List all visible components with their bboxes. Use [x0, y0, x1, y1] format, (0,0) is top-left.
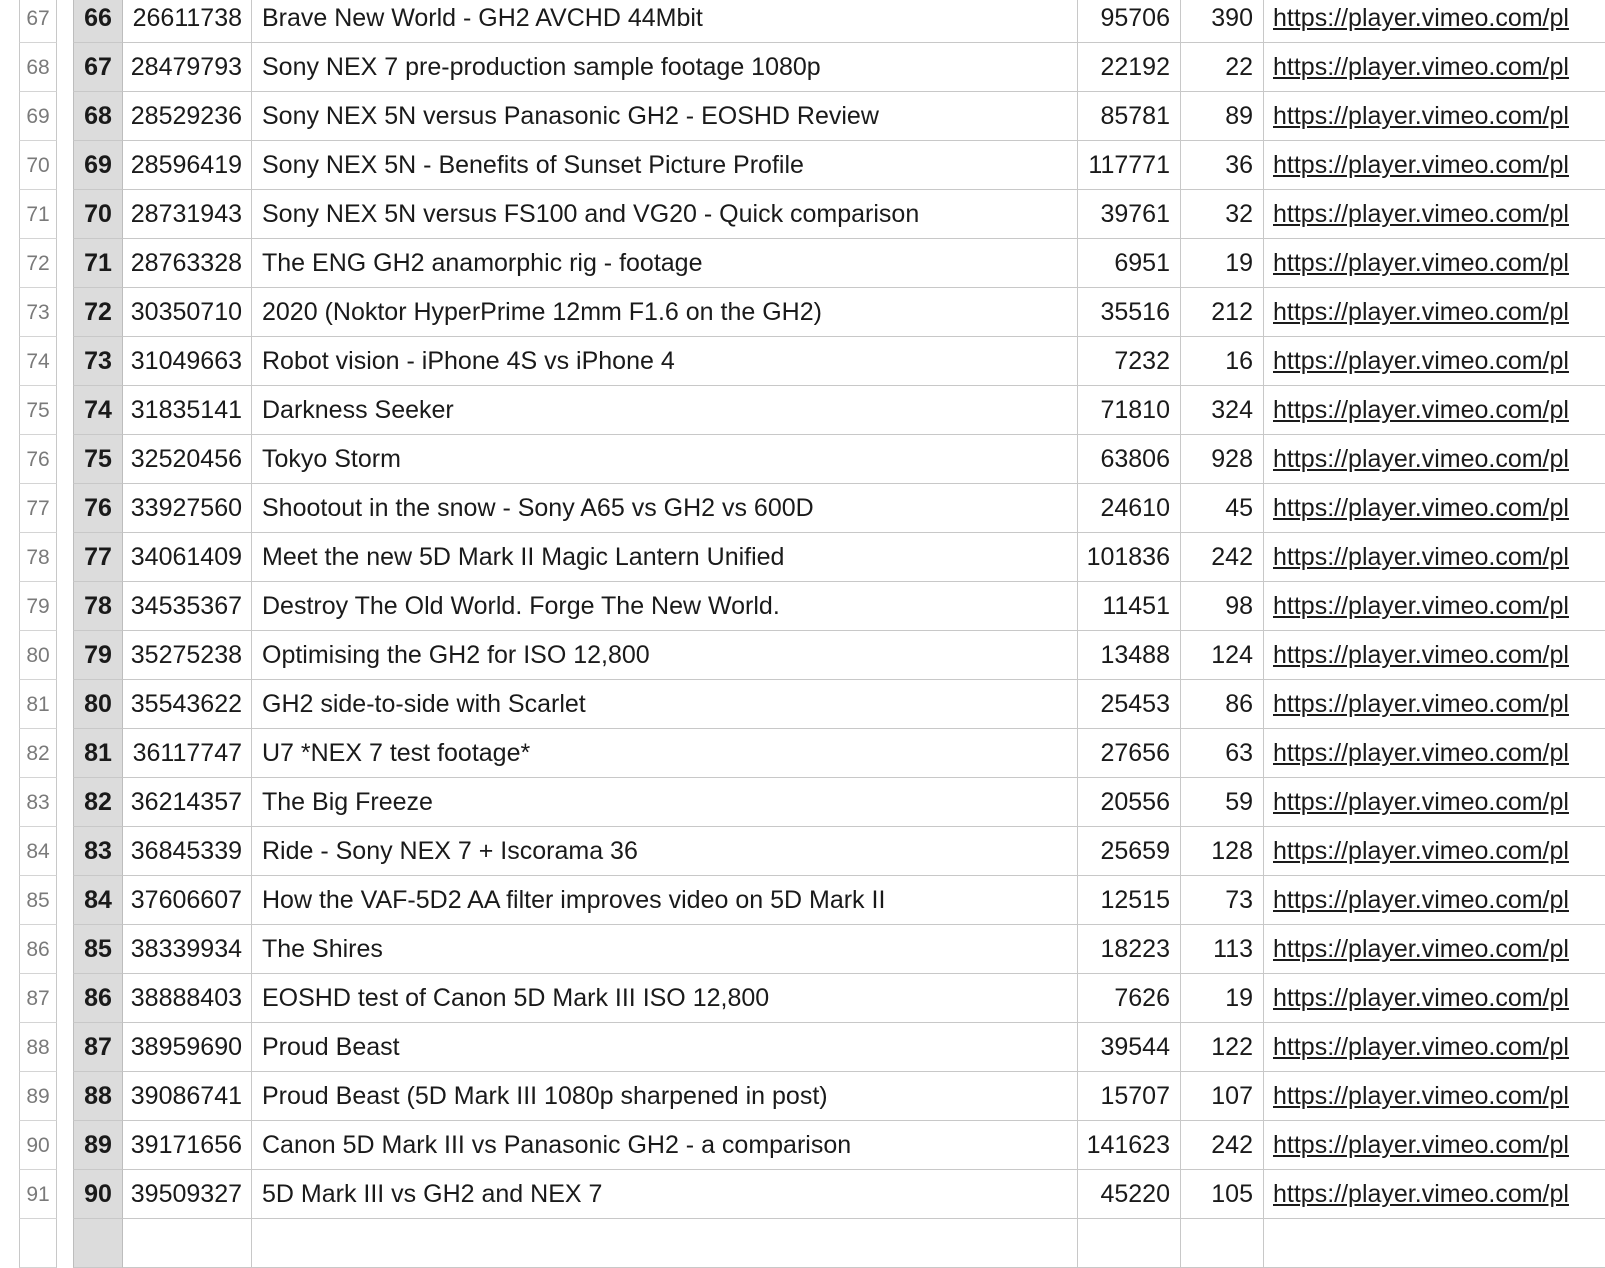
- title-cell[interactable]: Brave New World - GH2 AVCHD 44Mbit: [252, 0, 1078, 43]
- row-number-cell[interactable]: 72: [19, 239, 57, 288]
- url-link[interactable]: https://player.vimeo.com/pl: [1264, 239, 1605, 288]
- row-number-cell[interactable]: 69: [19, 92, 57, 141]
- table-row: [0, 680, 1605, 729]
- url-link[interactable]: https://player.vimeo.com/pl: [1264, 190, 1605, 239]
- likes-cell[interactable]: 113: [1181, 925, 1264, 974]
- index-cell[interactable]: 88: [73, 1072, 123, 1121]
- video-id-cell[interactable]: 28529236: [123, 92, 252, 141]
- url-link[interactable]: https://player.vimeo.com/pl: [1264, 435, 1605, 484]
- row-number-cell[interactable]: 86: [19, 925, 57, 974]
- url-link[interactable]: https://player.vimeo.com/pl: [1264, 778, 1605, 827]
- index-cell[interactable]: 84: [73, 876, 123, 925]
- likes-cell[interactable]: 122: [1181, 1023, 1264, 1072]
- plays-cell[interactable]: 6951: [1078, 239, 1181, 288]
- url-link[interactable]: https://player.vimeo.com/pl: [1264, 386, 1605, 435]
- plays-cell[interactable]: 63806: [1078, 435, 1181, 484]
- plays-cell[interactable]: 39544: [1078, 1023, 1181, 1072]
- title-cell[interactable]: Proud Beast: [252, 1023, 1078, 1072]
- url-link[interactable]: https://player.vimeo.com/pl: [1264, 925, 1605, 974]
- title-cell[interactable]: Sony NEX 5N versus FS100 and VG20 - Quick comparison: [252, 190, 1078, 239]
- table-row: [0, 925, 1605, 974]
- row-number-cell[interactable]: 90: [19, 1121, 57, 1170]
- url-link[interactable]: https://player.vimeo.com/pl: [1264, 43, 1605, 92]
- likes-cell[interactable]: 73: [1181, 876, 1264, 925]
- video-id-cell[interactable]: 31049663: [123, 337, 252, 386]
- title-cell[interactable]: GH2 side-to-side with Scarlet: [252, 680, 1078, 729]
- plays-cell[interactable]: 22192: [1078, 43, 1181, 92]
- plays-cell[interactable]: 95706: [1078, 0, 1181, 43]
- url-link[interactable]: https://player.vimeo.com/pl: [1264, 533, 1605, 582]
- index-cell[interactable]: 82: [73, 778, 123, 827]
- url-link[interactable]: https://player.vimeo.com/pl: [1264, 974, 1605, 1023]
- title-cell[interactable]: Optimising the GH2 for ISO 12,800: [252, 631, 1078, 680]
- likes-cell[interactable]: 107: [1181, 1072, 1264, 1121]
- likes-cell[interactable]: 124: [1181, 631, 1264, 680]
- url-link[interactable]: https://player.vimeo.com/pl: [1264, 92, 1605, 141]
- table-row: [0, 876, 1605, 925]
- row-number-cell[interactable]: 73: [19, 288, 57, 337]
- row-number-cell[interactable]: 71: [19, 190, 57, 239]
- plays-cell[interactable]: 7232: [1078, 337, 1181, 386]
- table-row: [0, 92, 1605, 141]
- plays-cell[interactable]: 15707: [1078, 1072, 1181, 1121]
- likes-cell[interactable]: 212: [1181, 288, 1264, 337]
- row-number-cell[interactable]: 88: [19, 1023, 57, 1072]
- row-number-cell[interactable]: [19, 1219, 57, 1268]
- table-row: [0, 190, 1605, 239]
- title-cell[interactable]: 2020 (Noktor HyperPrime 12mm F1.6 on the GH2): [252, 288, 1078, 337]
- video-id-cell[interactable]: 26611738: [123, 0, 252, 43]
- video-id-cell[interactable]: 36845339: [123, 827, 252, 876]
- table-row: [0, 484, 1605, 533]
- row-number-cell[interactable]: 67: [19, 0, 57, 43]
- video-id-cell[interactable]: 39171656: [123, 1121, 252, 1170]
- table-row: [0, 974, 1605, 1023]
- row-number-cell[interactable]: 80: [19, 631, 57, 680]
- likes-cell[interactable]: [1181, 1219, 1264, 1268]
- url-link[interactable]: https://player.vimeo.com/pl: [1264, 827, 1605, 876]
- index-cell[interactable]: 75: [73, 435, 123, 484]
- video-id-cell[interactable]: 38888403: [123, 974, 252, 1023]
- table-row: [0, 141, 1605, 190]
- video-id-cell[interactable]: 34061409: [123, 533, 252, 582]
- likes-cell[interactable]: 98: [1181, 582, 1264, 631]
- video-id-cell[interactable]: 33927560: [123, 484, 252, 533]
- likes-cell[interactable]: 928: [1181, 435, 1264, 484]
- index-cell[interactable]: 76: [73, 484, 123, 533]
- row-number-cell[interactable]: 77: [19, 484, 57, 533]
- url-link[interactable]: https://player.vimeo.com/pl: [1264, 582, 1605, 631]
- row-number-cell[interactable]: 70: [19, 141, 57, 190]
- likes-cell[interactable]: 105: [1181, 1170, 1264, 1219]
- url-link[interactable]: https://player.vimeo.com/pl: [1264, 484, 1605, 533]
- title-cell[interactable]: Proud Beast (5D Mark III 1080p sharpened in post): [252, 1072, 1078, 1121]
- video-id-cell[interactable]: 36214357: [123, 778, 252, 827]
- table-row: [0, 729, 1605, 778]
- table-row: [0, 435, 1605, 484]
- likes-cell[interactable]: 32: [1181, 190, 1264, 239]
- title-cell[interactable]: Destroy The Old World. Forge The New World.: [252, 582, 1078, 631]
- table-row: [0, 43, 1605, 92]
- table-row: [0, 582, 1605, 631]
- url-link[interactable]: [1264, 1219, 1605, 1268]
- likes-cell[interactable]: 22: [1181, 43, 1264, 92]
- table-row: [0, 337, 1605, 386]
- title-cell[interactable]: Sony NEX 7 pre-production sample footage 1080p: [252, 43, 1078, 92]
- table-row: [0, 0, 1605, 43]
- video-id-cell[interactable]: 35543622: [123, 680, 252, 729]
- index-cell[interactable]: 89: [73, 1121, 123, 1170]
- plays-cell[interactable]: 141623: [1078, 1121, 1181, 1170]
- title-cell[interactable]: 5D Mark III vs GH2 and NEX 7: [252, 1170, 1078, 1219]
- video-id-cell[interactable]: [123, 1219, 252, 1268]
- video-id-cell[interactable]: 28731943: [123, 190, 252, 239]
- title-cell[interactable]: Canon 5D Mark III vs Panasonic GH2 - a comparison: [252, 1121, 1078, 1170]
- index-cell[interactable]: 90: [73, 1170, 123, 1219]
- index-cell[interactable]: 69: [73, 141, 123, 190]
- likes-cell[interactable]: 128: [1181, 827, 1264, 876]
- title-cell[interactable]: The Shires: [252, 925, 1078, 974]
- title-cell[interactable]: Shootout in the snow - Sony A65 vs GH2 vs 600D: [252, 484, 1078, 533]
- plays-cell[interactable]: [1078, 1219, 1181, 1268]
- likes-cell[interactable]: 19: [1181, 974, 1264, 1023]
- title-cell[interactable]: Sony NEX 5N versus Panasonic GH2 - EOSHD Review: [252, 92, 1078, 141]
- plays-cell[interactable]: 71810: [1078, 386, 1181, 435]
- likes-cell[interactable]: 63: [1181, 729, 1264, 778]
- likes-cell[interactable]: 19: [1181, 239, 1264, 288]
- table-row: [0, 827, 1605, 876]
- url-link[interactable]: https://player.vimeo.com/pl: [1264, 0, 1605, 43]
- video-id-cell[interactable]: 28596419: [123, 141, 252, 190]
- row-number-cell[interactable]: 74: [19, 337, 57, 386]
- video-id-cell[interactable]: 39509327: [123, 1170, 252, 1219]
- url-link[interactable]: https://player.vimeo.com/pl: [1264, 1170, 1605, 1219]
- likes-cell[interactable]: 16: [1181, 337, 1264, 386]
- likes-cell[interactable]: 242: [1181, 533, 1264, 582]
- index-cell[interactable]: 87: [73, 1023, 123, 1072]
- table-row: [0, 239, 1605, 288]
- index-cell[interactable]: 72: [73, 288, 123, 337]
- title-cell[interactable]: The Big Freeze: [252, 778, 1078, 827]
- index-cell[interactable]: 68: [73, 92, 123, 141]
- likes-cell[interactable]: 36: [1181, 141, 1264, 190]
- row-number-cell[interactable]: 83: [19, 778, 57, 827]
- plays-cell[interactable]: 20556: [1078, 778, 1181, 827]
- table-row: [0, 1023, 1605, 1072]
- likes-cell[interactable]: 390: [1181, 0, 1264, 43]
- plays-cell[interactable]: 45220: [1078, 1170, 1181, 1219]
- table-row: [0, 1121, 1605, 1170]
- url-link[interactable]: https://player.vimeo.com/pl: [1264, 631, 1605, 680]
- plays-cell[interactable]: 35516: [1078, 288, 1181, 337]
- plays-cell[interactable]: 11451: [1078, 582, 1181, 631]
- video-id-cell[interactable]: 32520456: [123, 435, 252, 484]
- video-id-cell[interactable]: 37606607: [123, 876, 252, 925]
- url-link[interactable]: https://player.vimeo.com/pl: [1264, 680, 1605, 729]
- table-row: [0, 778, 1605, 827]
- plays-cell[interactable]: 12515: [1078, 876, 1181, 925]
- index-cell[interactable]: 78: [73, 582, 123, 631]
- title-cell[interactable]: The ENG GH2 anamorphic rig - footage: [252, 239, 1078, 288]
- video-id-cell[interactable]: 35275238: [123, 631, 252, 680]
- url-link[interactable]: https://player.vimeo.com/pl: [1264, 729, 1605, 778]
- video-id-cell[interactable]: 36117747: [123, 729, 252, 778]
- index-cell[interactable]: 79: [73, 631, 123, 680]
- likes-cell[interactable]: 86: [1181, 680, 1264, 729]
- table-row: [0, 386, 1605, 435]
- title-cell[interactable]: Ride - Sony NEX 7 + Iscorama 36: [252, 827, 1078, 876]
- index-cell[interactable]: 80: [73, 680, 123, 729]
- row-number-cell[interactable]: 78: [19, 533, 57, 582]
- video-id-cell[interactable]: 31835141: [123, 386, 252, 435]
- row-number-cell[interactable]: 68: [19, 43, 57, 92]
- video-id-cell[interactable]: 28479793: [123, 43, 252, 92]
- url-link[interactable]: https://player.vimeo.com/pl: [1264, 876, 1605, 925]
- index-cell[interactable]: 85: [73, 925, 123, 974]
- title-cell[interactable]: Tokyo Storm: [252, 435, 1078, 484]
- plays-cell[interactable]: 18223: [1078, 925, 1181, 974]
- title-cell[interactable]: Darkness Seeker: [252, 386, 1078, 435]
- plays-cell[interactable]: 39761: [1078, 190, 1181, 239]
- video-id-cell[interactable]: 30350710: [123, 288, 252, 337]
- url-link[interactable]: https://player.vimeo.com/pl: [1264, 141, 1605, 190]
- table-row: [0, 1219, 1605, 1268]
- plays-cell[interactable]: 25659: [1078, 827, 1181, 876]
- index-cell[interactable]: 81: [73, 729, 123, 778]
- table-row: [0, 1072, 1605, 1121]
- row-number-cell[interactable]: 85: [19, 876, 57, 925]
- table-row: [0, 288, 1605, 337]
- url-link[interactable]: https://player.vimeo.com/pl: [1264, 337, 1605, 386]
- video-id-cell[interactable]: 28763328: [123, 239, 252, 288]
- index-cell[interactable]: [73, 1219, 123, 1268]
- row-number-cell[interactable]: 81: [19, 680, 57, 729]
- video-id-cell[interactable]: 39086741: [123, 1072, 252, 1121]
- plays-cell[interactable]: 7626: [1078, 974, 1181, 1023]
- row-number-cell[interactable]: 89: [19, 1072, 57, 1121]
- title-cell[interactable]: Robot vision - iPhone 4S vs iPhone 4: [252, 337, 1078, 386]
- video-id-cell[interactable]: 34535367: [123, 582, 252, 631]
- url-link[interactable]: https://player.vimeo.com/pl: [1264, 1072, 1605, 1121]
- title-cell[interactable]: Meet the new 5D Mark II Magic Lantern Unified: [252, 533, 1078, 582]
- row-number-cell[interactable]: 84: [19, 827, 57, 876]
- row-number-cell[interactable]: 76: [19, 435, 57, 484]
- likes-cell[interactable]: 242: [1181, 1121, 1264, 1170]
- title-cell[interactable]: [252, 1219, 1078, 1268]
- plays-cell[interactable]: 27656: [1078, 729, 1181, 778]
- index-cell[interactable]: 66: [73, 0, 123, 43]
- row-number-cell[interactable]: 87: [19, 974, 57, 1023]
- index-cell[interactable]: 73: [73, 337, 123, 386]
- likes-cell[interactable]: 324: [1181, 386, 1264, 435]
- index-cell[interactable]: 77: [73, 533, 123, 582]
- table-row: [0, 631, 1605, 680]
- likes-cell[interactable]: 45: [1181, 484, 1264, 533]
- plays-cell[interactable]: 101836: [1078, 533, 1181, 582]
- row-number-cell[interactable]: 75: [19, 386, 57, 435]
- index-cell[interactable]: 86: [73, 974, 123, 1023]
- index-cell[interactable]: 70: [73, 190, 123, 239]
- url-link[interactable]: https://player.vimeo.com/pl: [1264, 288, 1605, 337]
- row-number-cell[interactable]: 82: [19, 729, 57, 778]
- index-cell[interactable]: 74: [73, 386, 123, 435]
- likes-cell[interactable]: 89: [1181, 92, 1264, 141]
- plays-cell[interactable]: 13488: [1078, 631, 1181, 680]
- title-cell[interactable]: U7 *NEX 7 test footage*: [252, 729, 1078, 778]
- title-cell[interactable]: How the VAF-5D2 AA filter improves video on 5D Mark II: [252, 876, 1078, 925]
- table-row: [0, 533, 1605, 582]
- url-link[interactable]: https://player.vimeo.com/pl: [1264, 1121, 1605, 1170]
- row-number-cell[interactable]: 91: [19, 1170, 57, 1219]
- plays-cell[interactable]: 24610: [1078, 484, 1181, 533]
- index-cell[interactable]: 83: [73, 827, 123, 876]
- title-cell[interactable]: Sony NEX 5N - Benefits of Sunset Picture Profile: [252, 141, 1078, 190]
- video-id-cell[interactable]: 38339934: [123, 925, 252, 974]
- likes-cell[interactable]: 59: [1181, 778, 1264, 827]
- title-cell[interactable]: EOSHD test of Canon 5D Mark III ISO 12,800: [252, 974, 1078, 1023]
- table-row: [0, 1170, 1605, 1219]
- index-cell[interactable]: 71: [73, 239, 123, 288]
- url-link[interactable]: https://player.vimeo.com/pl: [1264, 1023, 1605, 1072]
- video-id-cell[interactable]: 38959690: [123, 1023, 252, 1072]
- plays-cell[interactable]: 85781: [1078, 92, 1181, 141]
- plays-cell[interactable]: 117771: [1078, 141, 1181, 190]
- plays-cell[interactable]: 25453: [1078, 680, 1181, 729]
- index-cell[interactable]: 67: [73, 43, 123, 92]
- row-number-cell[interactable]: 79: [19, 582, 57, 631]
